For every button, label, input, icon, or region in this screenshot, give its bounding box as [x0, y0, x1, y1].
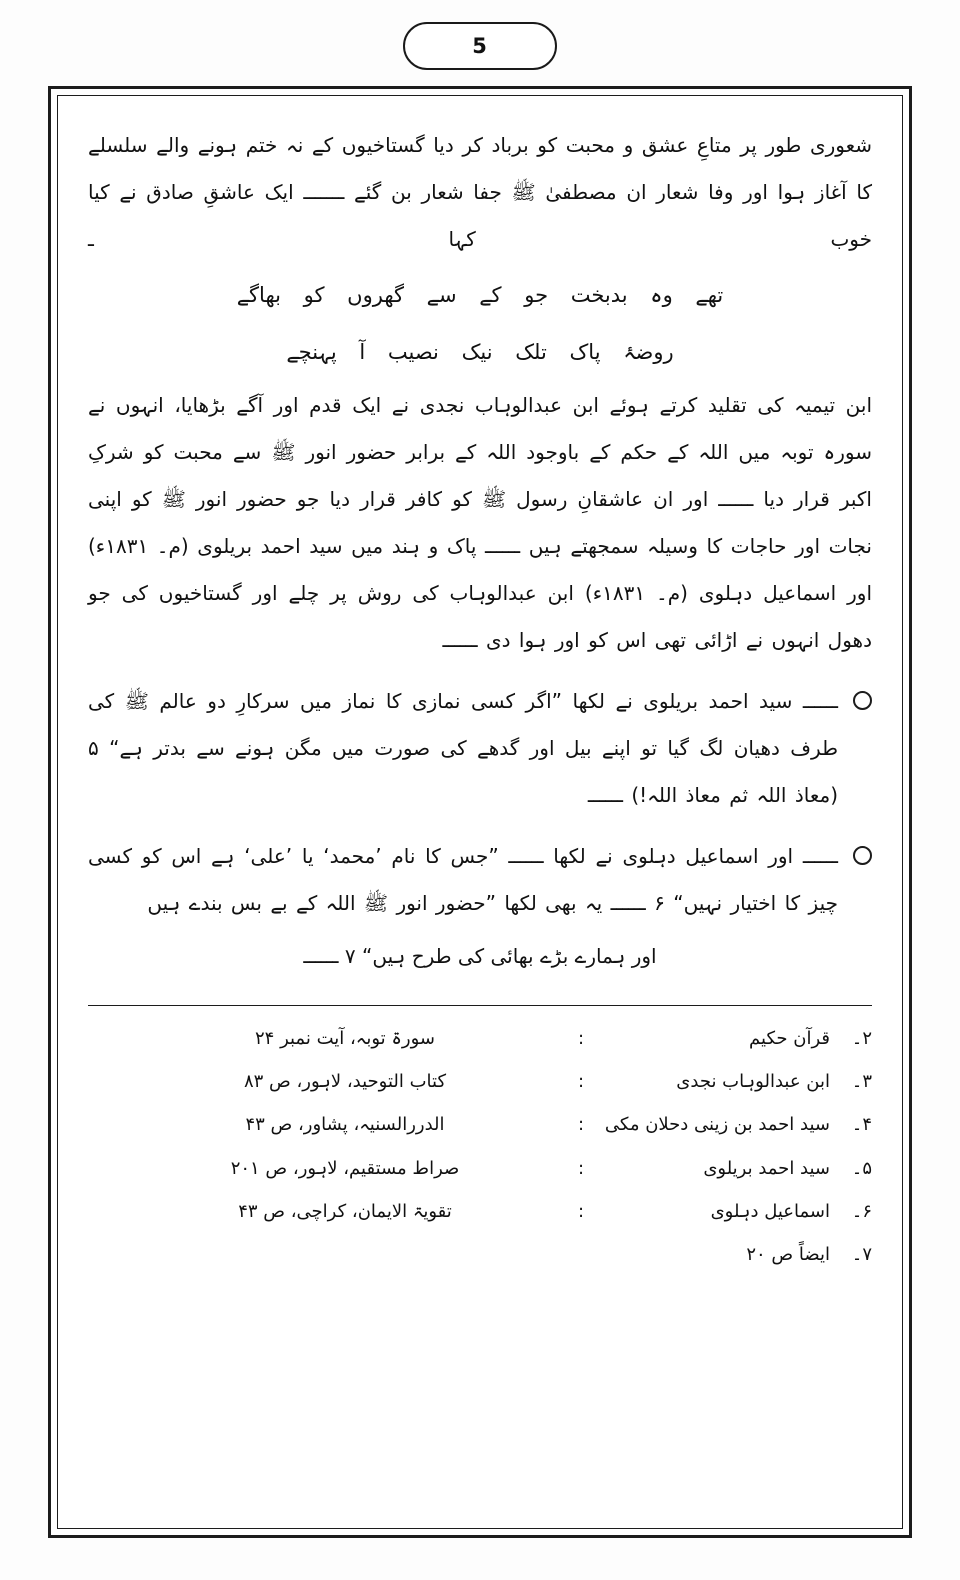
bullet-item-2-tail: اور ہمارے بڑے بھائی کی طرح ہیں“ ۷ ــــــ: [303, 944, 657, 968]
footnote-author: اسماعیل دہلوی: [710, 1200, 830, 1222]
footnote-number: ۵۔: [851, 1157, 872, 1179]
footnote-author: سید احمد بن زینی دحلان مکی: [604, 1114, 830, 1136]
paragraph-1: شعوری طور پر متاعِ عشق و محبت کو برباد کر دیا گستاخیوں کے نہ ختم ہونے والے سلسلے کا آغاز ہوا اور وفا شعار ان مصطفیٰ ﷺ جفا شعار بن گئے ـــــــ ایک عاشقِ صادق نے کیا خوب کہا ـ: [88, 133, 872, 251]
footnote-source: سورۃ توبہ، آیت نمبر ۲۴: [255, 1028, 435, 1049]
footnote-number: ۶۔: [851, 1200, 872, 1222]
footnote-number: ۳۔: [851, 1071, 872, 1093]
circle-bullet-icon: [853, 846, 872, 865]
footnote-author: ایضاً ص ۲۰: [746, 1243, 830, 1265]
page-border-inner: [57, 95, 903, 1529]
couplet-line-2: روضۂ پاک تلک نیک نصیب آ پہنچے: [286, 339, 674, 364]
footnote-source: الدررالسنیہ، پشاور، ص ۴۳: [245, 1114, 445, 1136]
footnote-source: صراط مستقیم، لاہور، ص ۲۰۱: [230, 1157, 460, 1179]
bullet-item-2-text: ــــــ اور اسماعیل دہلوی نے لکھا ــــــ ”جس کا نام ’محمد‘ یا ’علی‘ ہے اس کو کسی چیز کا اختیار نہیں“ ۶ ــــــ یہ بھی لکھا ”حضور انور ﷺ اللہ کے بے بس بندے ہیں: [88, 844, 838, 915]
circle-bullet-icon: [853, 691, 872, 710]
page-number-text: 5: [472, 34, 488, 58]
footnote-colon: :: [577, 1114, 585, 1136]
document-body: [88, 122, 872, 1272]
couplet-line-1: تھے وہ بدبخت جو کے سے گھروں کو بھاگے: [236, 283, 724, 307]
footnote-author: سید احمد بریلوی: [703, 1157, 830, 1179]
footnote-author: ابن عبدالوہاب نجدی: [676, 1071, 830, 1093]
footnote-number: ۴۔: [851, 1114, 872, 1136]
footnote-colon: :: [577, 1071, 585, 1093]
footnote-divider: [88, 1005, 872, 1006]
footnote-colon: :: [577, 1028, 585, 1049]
bullet-item-1: [88, 678, 872, 819]
footnote-colon: :: [577, 1200, 585, 1222]
footnote-source: تقویۃ الایمان، کراچی، ص ۴۳: [238, 1200, 452, 1222]
footnote-colon: :: [577, 1157, 585, 1179]
page-number-badge: [403, 22, 557, 70]
footnote-row: [88, 1152, 872, 1186]
footnote-row: [88, 1108, 872, 1142]
footnote-row: [88, 1022, 872, 1056]
footnote-number: ۷۔: [851, 1243, 872, 1265]
footnote-list: [88, 1022, 872, 1272]
paragraph-2: ابن تیمیہ کی تقلید کرتے ہوئے ابن عبدالوہاب نجدی نے ایک قدم اور آگے بڑھایا، انہوں نے سورہ توبہ میں اللہ کے حکم کے باوجود اللہ کے برابر حضور انور ﷺ سے محبت کو شرکِ اکبر قرار دیا ــــــ اور ان عاشقانِ رسول ﷺ کو کافر قرار دیا جو حضور انور ﷺ کو اپنی نجات اور حاجات کا وسیلہ سمجھتے ہیں ــــــ پاک و ہند میں سید احمد بریلوی (م۔ ۱۸۳۱ء) اور اسماعیل دہلوی (م۔ ۱۸۳۱ء) ابن عبدالوہاب کی روش پر چلے اور گستاخیوں کی جو دھول انہوں نے اڑائی تھی اس کو اور ہوا دی ــــــ: [88, 393, 872, 652]
footnote-author: قرآن حکیم: [749, 1028, 830, 1049]
page-border-outer: [48, 86, 912, 1538]
footnote-row: [88, 1238, 872, 1272]
bullet-item-1-text: ــــــ سید احمد بریلوی نے لکھا ”اگر کسی نمازی کا نماز میں سرکارِ دو عالم ﷺ کی طرف دھیان لگ گیا تو اپنے بیل اور گدھے کی صورت میں مگن ہونے سے بدتر ہے“ ۵ (معاذ اللہ ثم معاذ اللہ!) ــــــ: [88, 689, 838, 807]
footnote-number: ۲۔: [851, 1028, 872, 1049]
footnote-row: [88, 1065, 872, 1099]
bullet-item-2: [88, 833, 872, 927]
footnote-row: [88, 1195, 872, 1229]
footnote-source: کتاب التوحید، لاہور، ص ۸۳: [243, 1071, 447, 1093]
